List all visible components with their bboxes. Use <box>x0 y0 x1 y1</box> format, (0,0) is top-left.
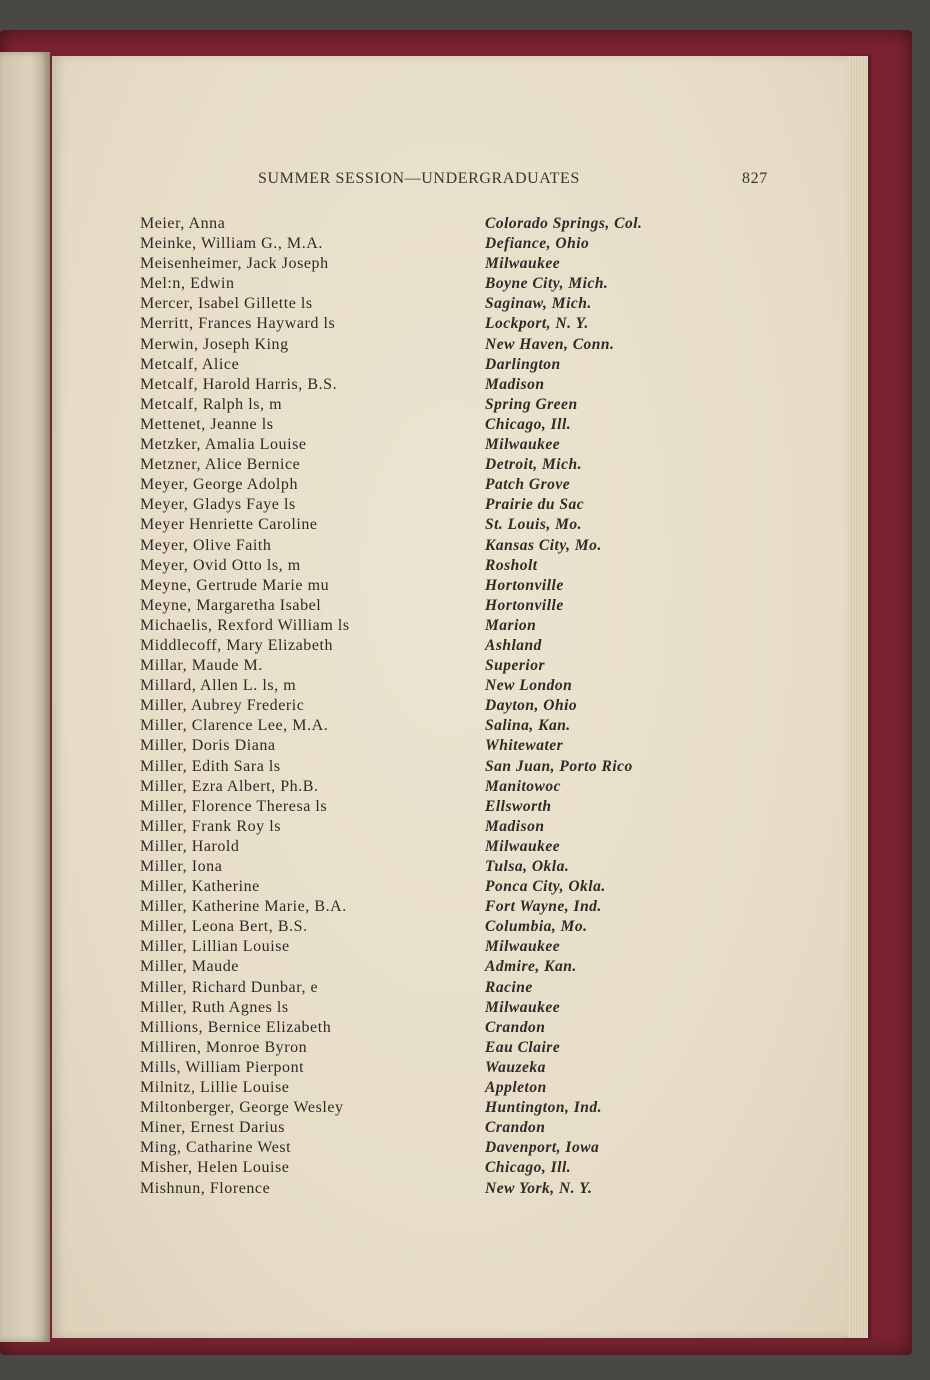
hometown: Whitewater <box>485 737 564 755</box>
hometown: Ashland <box>485 636 542 654</box>
page-header <box>52 170 848 194</box>
roster-entry <box>140 616 800 636</box>
student-name: Meier, Anna <box>140 215 226 232</box>
hometown: Milwaukee <box>485 998 561 1016</box>
book-page <box>52 56 848 1338</box>
hometown: Saginaw, Mich. <box>485 295 592 313</box>
student-name: Millions, Bernice Elizabeth <box>140 1018 332 1036</box>
student-name: Miller, Ezra Albert, Ph.B. <box>140 777 319 795</box>
student-name: Mel:n, Edwin <box>140 275 235 293</box>
student-name: Miller, Frank Roy ls <box>140 817 282 835</box>
student-roster <box>140 214 800 1199</box>
roster-entry <box>140 857 800 877</box>
hometown: Crandon <box>485 1018 546 1036</box>
roster-entry <box>140 656 800 676</box>
student-name: Mettenet, Jeanne ls <box>140 415 274 433</box>
page-number: 827 <box>742 170 768 187</box>
roster-entry <box>140 536 800 556</box>
roster-entry <box>140 917 800 937</box>
roster-entry <box>140 1158 800 1178</box>
hometown: Prairie du Sac <box>485 496 585 514</box>
roster-entry <box>140 214 800 234</box>
student-name: Miller, Katherine <box>140 878 260 896</box>
roster-entry <box>140 556 800 576</box>
student-name: Meisenheimer, Jack Joseph <box>140 255 329 273</box>
hometown: Ellsworth <box>485 797 552 815</box>
roster-entry <box>140 314 800 334</box>
hometown: Ponca City, Okla. <box>485 878 606 896</box>
student-name: Miller, Richard Dunbar, e <box>140 978 319 996</box>
hometown: Madison <box>485 817 545 835</box>
roster-entry <box>140 897 800 917</box>
student-name: Miller, Leona Bert, B.S. <box>140 918 308 936</box>
student-name: Merritt, Frances Hayward ls <box>140 315 336 333</box>
hometown: Davenport, Iowa <box>485 1139 600 1157</box>
roster-entry <box>140 636 800 656</box>
roster-entry <box>140 736 800 756</box>
roster-entry <box>140 957 800 977</box>
roster-entry <box>140 435 800 455</box>
student-name: Miller, Edith Sara ls <box>140 757 281 775</box>
roster-entry <box>140 475 800 495</box>
student-name: Ming, Catharine West <box>140 1139 292 1157</box>
student-name: Miller, Florence Theresa ls <box>140 797 328 815</box>
hometown: Lockport, N. Y. <box>485 315 589 333</box>
hometown: Patch Grove <box>485 476 571 494</box>
student-name: Millar, Maude M. <box>140 657 263 675</box>
student-name: Mercer, Isabel Gillette ls <box>140 295 313 313</box>
hometown: Darlington <box>485 355 561 373</box>
student-name: Miller, Maude <box>140 958 239 976</box>
student-name: Meyer, Gladys Faye ls <box>140 496 296 514</box>
student-name: Merwin, Joseph King <box>140 335 289 353</box>
roster-entry <box>140 576 800 596</box>
roster-entry <box>140 1138 800 1158</box>
roster-entry <box>140 234 800 254</box>
roster-entry <box>140 817 800 837</box>
student-name: Milliren, Monroe Byron <box>140 1038 308 1056</box>
hometown: Crandon <box>485 1119 546 1137</box>
roster-entry <box>140 254 800 274</box>
hometown: Marion <box>485 616 537 634</box>
student-name: Meyer, George Adolph <box>140 476 299 494</box>
student-name: Miller, Aubrey Frederic <box>140 697 305 715</box>
hometown: Hortonville <box>485 596 564 614</box>
hometown: Rosholt <box>485 556 538 574</box>
hometown: San Juan, Porto Rico <box>485 757 633 775</box>
roster-entry <box>140 1118 800 1138</box>
roster-entry <box>140 415 800 435</box>
hometown: Fort Wayne, Ind. <box>485 898 602 916</box>
hometown: Hortonville <box>485 576 564 594</box>
student-name: Meyer, Olive Faith <box>140 536 272 554</box>
student-name: Millard, Allen L. ls, m <box>140 677 297 695</box>
hometown: Colorado Springs, Col. <box>485 215 643 232</box>
student-name: Miller, Katherine Marie, B.A. <box>140 898 347 916</box>
hometown: Milwaukee <box>485 938 561 956</box>
roster-entry <box>140 1179 800 1199</box>
roster-entry <box>140 335 800 355</box>
student-name: Mills, William Pierpont <box>140 1058 305 1076</box>
roster-entry <box>140 797 800 817</box>
student-name: Metzker, Amalia Louise <box>140 436 307 454</box>
hometown: Chicago, Ill. <box>485 415 572 433</box>
hometown: Racine <box>485 978 533 996</box>
hometown: Chicago, Ill. <box>485 1159 572 1177</box>
roster-entry <box>140 274 800 294</box>
student-name: Meinke, William G., M.A. <box>140 235 323 253</box>
student-name: Milnitz, Lillie Louise <box>140 1079 290 1097</box>
roster-entry <box>140 375 800 395</box>
hometown: Boyne City, Mich. <box>485 275 609 293</box>
roster-entry <box>140 676 800 696</box>
hometown: Madison <box>485 375 545 393</box>
hometown: Columbia, Mo. <box>485 918 588 936</box>
roster-entry <box>140 495 800 515</box>
hometown: Tulsa, Okla. <box>485 858 570 875</box>
roster-entry <box>140 1018 800 1038</box>
hometown: St. Louis, Mo. <box>485 516 583 534</box>
hometown: Dayton, Ohio <box>485 697 578 715</box>
roster-entry <box>140 294 800 314</box>
student-name: Metzner, Alice Bernice <box>140 456 301 474</box>
student-name: Metcalf, Alice <box>140 355 240 373</box>
hometown: Milwaukee <box>485 837 561 855</box>
hometown: Salina, Kan. <box>485 717 571 735</box>
hometown: Milwaukee <box>485 436 561 454</box>
facing-page-edge <box>0 52 50 1342</box>
hometown: Eau Claire <box>485 1038 561 1056</box>
student-name: Meyer, Ovid Otto ls, m <box>140 556 301 574</box>
roster-entry <box>140 877 800 897</box>
roster-entry <box>140 395 800 415</box>
student-name: Meyne, Gertrude Marie mu <box>140 576 330 594</box>
running-title: SUMMER SESSION—UNDERGRADUATES <box>258 170 580 187</box>
hometown: Detroit, Mich. <box>485 456 582 474</box>
roster-entry <box>140 355 800 375</box>
student-name: Miller, Iona <box>140 858 223 875</box>
roster-entry <box>140 837 800 857</box>
student-name: Misher, Helen Louise <box>140 1159 290 1177</box>
student-name: Mishnun, Florence <box>140 1179 271 1197</box>
roster-entry <box>140 978 800 998</box>
student-name: Miner, Ernest Darius <box>140 1119 285 1137</box>
hometown: Manitowoc <box>485 777 561 795</box>
hometown: Appleton <box>485 1079 547 1097</box>
student-name: Michaelis, Rexford William ls <box>140 616 350 634</box>
student-name: Metcalf, Ralph ls, m <box>140 395 283 413</box>
student-name: Miller, Clarence Lee, M.A. <box>140 717 329 735</box>
roster-entry <box>140 1098 800 1118</box>
hometown: Defiance, Ohio <box>485 235 590 253</box>
hometown: Kansas City, Mo. <box>485 536 602 554</box>
hometown: New London <box>485 677 573 695</box>
student-name: Miller, Doris Diana <box>140 737 276 755</box>
student-name: Miller, Harold <box>140 837 240 855</box>
roster-entry <box>140 757 800 777</box>
hometown: Superior <box>485 657 545 675</box>
roster-entry <box>140 1078 800 1098</box>
roster-entry <box>140 1058 800 1078</box>
student-name: Miltonberger, George Wesley <box>140 1099 344 1117</box>
roster-entry <box>140 596 800 616</box>
hometown: Milwaukee <box>485 255 561 273</box>
hometown: Admire, Kan. <box>485 958 577 976</box>
hometown: New York, N. Y. <box>485 1179 593 1197</box>
roster-entry <box>140 455 800 475</box>
student-name: Meyer Henriette Caroline <box>140 516 318 534</box>
hometown: Huntington, Ind. <box>485 1099 602 1117</box>
hometown: Wauzeka <box>485 1058 546 1076</box>
student-name: Miller, Lillian Louise <box>140 938 290 956</box>
hometown: New Haven, Conn. <box>485 335 615 353</box>
roster-entry <box>140 937 800 957</box>
student-name: Metcalf, Harold Harris, B.S. <box>140 375 338 393</box>
student-name: Miller, Ruth Agnes ls <box>140 998 289 1016</box>
hometown: Spring Green <box>485 395 578 413</box>
roster-entry <box>140 777 800 797</box>
roster-entry <box>140 998 800 1018</box>
student-name: Meyne, Margaretha Isabel <box>140 596 322 614</box>
roster-entry <box>140 716 800 736</box>
student-name: Middlecoff, Mary Elizabeth <box>140 636 334 654</box>
roster-entry <box>140 1038 800 1058</box>
roster-entry <box>140 696 800 716</box>
roster-entry <box>140 515 800 535</box>
